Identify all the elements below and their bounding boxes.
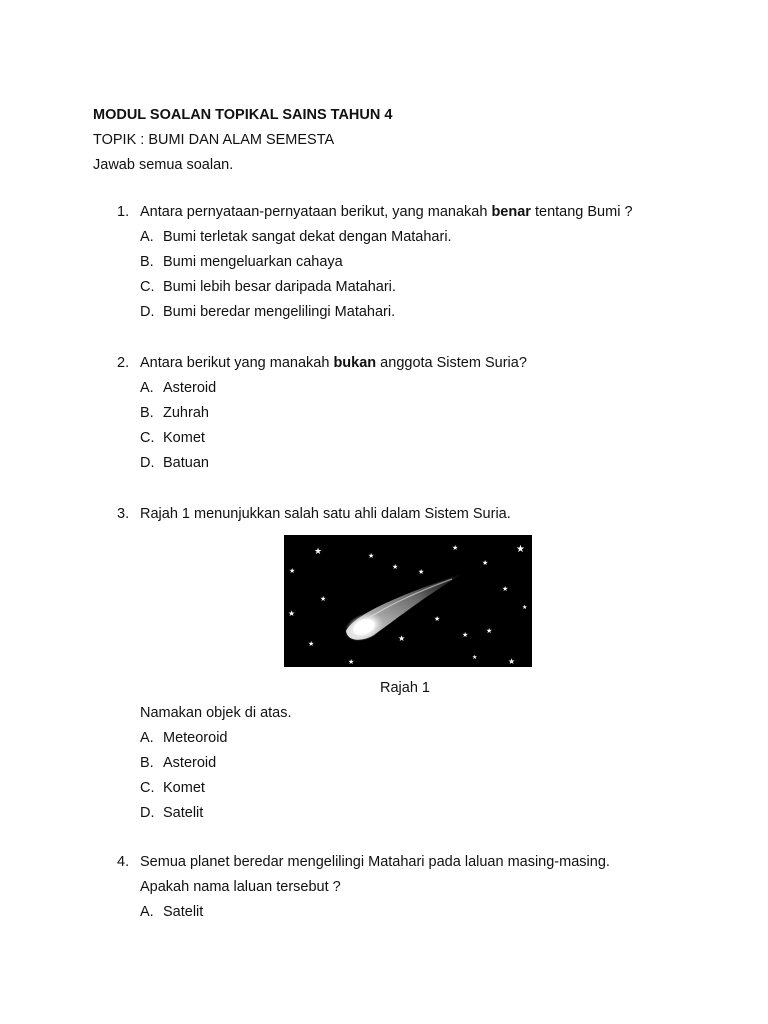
option-b[interactable] [117, 401, 737, 426]
svg-text:★: ★ [486, 627, 493, 635]
option-d[interactable] [117, 300, 737, 325]
option-b[interactable] [117, 751, 737, 776]
option-text: Batuan [163, 455, 209, 471]
option-a[interactable] [117, 726, 737, 751]
option-letter: D. [140, 805, 155, 821]
question-text [140, 351, 527, 376]
option-letter: A. [140, 229, 154, 245]
question-1-stem [117, 200, 737, 225]
svg-text:★: ★ [418, 568, 425, 576]
svg-text:★: ★ [522, 604, 528, 611]
question-text: Semua planet beredar mengelilingi Matahari pada laluan masing-masing. [140, 854, 610, 870]
option-a[interactable] [117, 225, 737, 250]
svg-text:★: ★ [502, 585, 509, 593]
svg-text:★: ★ [288, 609, 296, 618]
svg-text:★: ★ [398, 634, 406, 643]
worksheet-title: MODUL SOALAN TOPIKAL SAINS TAHUN 4 [93, 107, 393, 123]
option-letter: D. [140, 455, 155, 471]
option-text: Bumi terletak sangat dekat dengan Matahari. [163, 229, 452, 245]
option-letter: D. [140, 304, 155, 320]
question-text [140, 200, 633, 225]
option-text: Zuhrah [163, 405, 209, 421]
option-text: Bumi mengeluarkan cahaya [163, 254, 343, 270]
option-text: Komet [163, 780, 205, 796]
question-number: 1. [117, 204, 130, 220]
svg-text:★: ★ [348, 658, 355, 666]
question-number: 4. [117, 854, 130, 870]
comet-illustration [284, 535, 532, 667]
option-a[interactable] [117, 376, 737, 401]
option-text: Bumi beredar mengelilingi Matahari. [163, 304, 396, 320]
worksheet-header [93, 103, 392, 178]
question-emphasis: bukan [333, 355, 377, 371]
svg-text:★: ★ [462, 631, 469, 639]
question-3-stem [117, 502, 737, 527]
svg-text:★: ★ [482, 559, 489, 567]
option-text: Asteroid [163, 755, 217, 771]
option-text: Satelit [163, 805, 204, 821]
option-letter: B. [140, 254, 154, 270]
option-text: Asteroid [163, 380, 217, 396]
question-4 [117, 850, 737, 925]
option-letter: A. [140, 730, 154, 746]
svg-text:★: ★ [452, 544, 459, 552]
option-c[interactable] [117, 776, 737, 801]
svg-text:★: ★ [472, 654, 478, 661]
question-4-stem-line-2 [117, 875, 737, 900]
question-2 [117, 351, 737, 476]
question-emphasis: benar [491, 204, 531, 220]
svg-text:★: ★ [308, 640, 315, 648]
question-3-options [117, 701, 737, 826]
svg-text:★: ★ [314, 547, 323, 557]
option-letter: C. [140, 430, 155, 446]
option-b[interactable] [117, 250, 737, 275]
option-letter: B. [140, 755, 154, 771]
instruction-line: Jawab semua soalan. [93, 157, 234, 173]
svg-text:★: ★ [508, 657, 516, 666]
question-text-part: Antara berikut yang manakah [140, 355, 334, 371]
question-text-part: Antara pernyataan-pernyataan berikut, yang manakah [140, 204, 492, 220]
prompt-text: Namakan objek di atas. [140, 705, 292, 721]
comet-figure [284, 535, 532, 667]
option-c[interactable] [117, 426, 737, 451]
svg-text:★: ★ [516, 544, 525, 555]
option-letter: C. [140, 279, 155, 295]
question-3 [117, 502, 737, 527]
topic-line: TOPIK : BUMI DAN ALAM SEMESTA [93, 132, 335, 148]
option-d[interactable] [117, 801, 737, 826]
option-d[interactable] [117, 451, 737, 476]
svg-text:★: ★ [368, 552, 375, 560]
question-text-part: anggota Sistem Suria? [376, 355, 527, 371]
question-number: 3. [117, 506, 130, 522]
option-a[interactable] [117, 900, 737, 925]
question-2-stem [117, 351, 737, 376]
option-letter: C. [140, 780, 155, 796]
option-text: Satelit [163, 904, 204, 920]
option-letter: A. [140, 380, 154, 396]
option-text: Komet [163, 430, 205, 446]
question-number: 2. [117, 355, 130, 371]
option-letter: A. [140, 904, 154, 920]
option-text: Meteoroid [163, 730, 228, 746]
figure-caption: Rajah 1 [380, 680, 430, 696]
question-text: Rajah 1 menunjukkan salah satu ahli dalam Sistem Suria. [140, 506, 511, 522]
svg-text:★: ★ [434, 615, 441, 623]
question-4-stem [117, 850, 737, 875]
svg-text:★: ★ [392, 563, 399, 571]
svg-text:★: ★ [320, 595, 327, 603]
option-letter: B. [140, 405, 154, 421]
option-c[interactable] [117, 275, 737, 300]
option-text: Bumi lebih besar daripada Matahari. [163, 279, 396, 295]
question-prompt [117, 701, 737, 726]
question-1 [117, 200, 737, 325]
question-text: Apakah nama laluan tersebut ? [140, 879, 341, 895]
question-text-part: tentang Bumi ? [530, 204, 633, 220]
svg-text:★: ★ [289, 567, 296, 575]
